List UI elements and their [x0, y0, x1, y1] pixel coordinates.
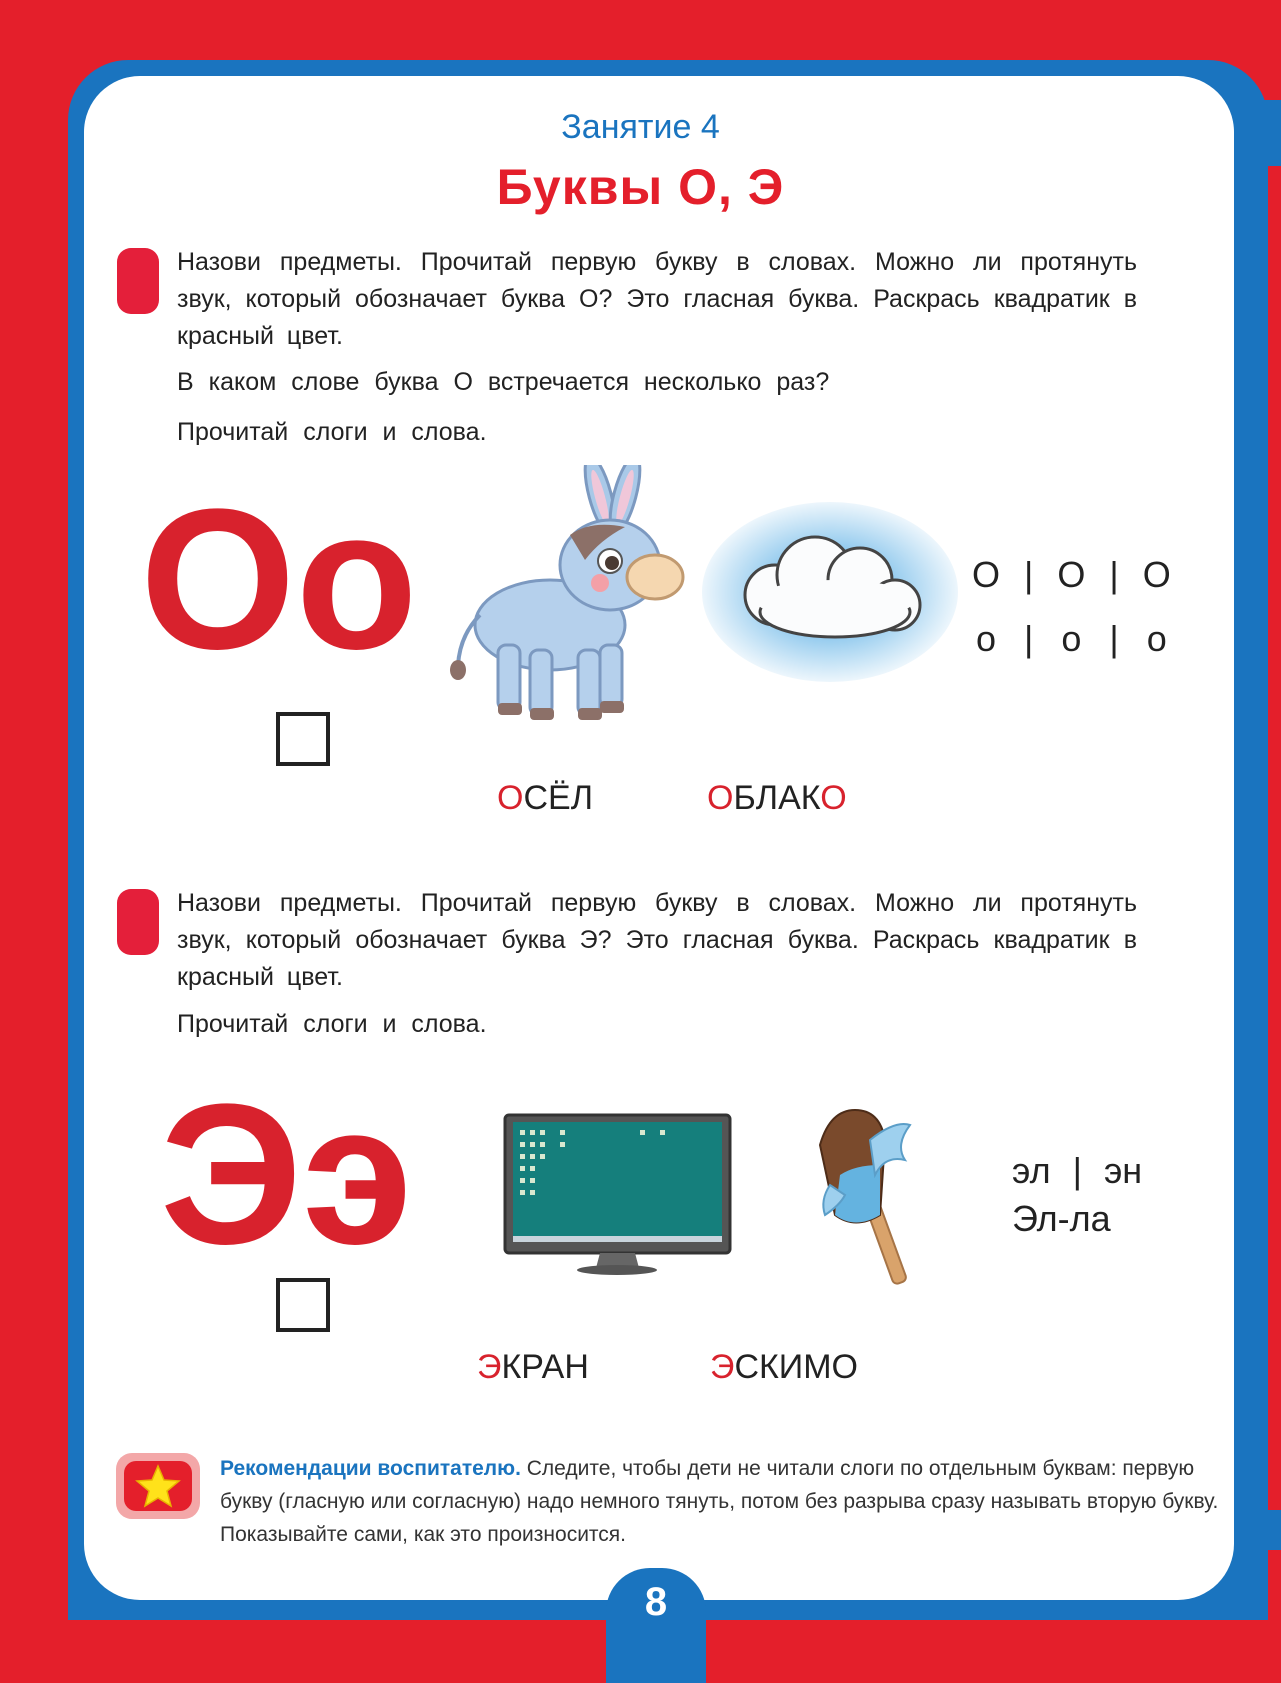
star-icon — [124, 1461, 192, 1511]
donkey-icon — [450, 465, 690, 730]
recommendation-text: Рекомендации воспитателю. Следите, чтобы дети не читали слоги по отдельным буквам: первую букву (гласную или согласную) надо немного тянуть, потом без разрыва сразу называть вторую букву. Показывайте сами, как это произносится. — [220, 1457, 1219, 1546]
task-marker — [117, 889, 159, 955]
monitor-icon — [500, 1110, 735, 1275]
word-ekran: ЭКРАН — [477, 1348, 589, 1386]
word-osel: ОСЁЛ — [497, 779, 594, 817]
syllables-ella: Эл-ла — [1012, 1198, 1111, 1239]
syllables-el-en: эл | эн — [1012, 1150, 1143, 1191]
syllables-upper-o: O | O | O — [972, 554, 1171, 595]
task1-question: В каком слове буква О встречается несколько раз? — [177, 368, 830, 396]
task2-instruction: Назови предметы. Прочитай первую букву в словах. Можно ли протянуть звук, который обозначает буква Э? Это гласная буква. Раскрась квадратик в красный цвет. — [177, 889, 1137, 991]
recommendation-badge — [116, 1453, 200, 1519]
color-checkbox[interactable] — [276, 712, 330, 766]
page-number: 8 — [644, 1580, 668, 1624]
word-eskimo: ЭСКИМО — [710, 1348, 859, 1386]
big-letter-e: Ээ — [160, 1063, 413, 1286]
color-checkbox[interactable] — [276, 1278, 330, 1332]
task2-read: Прочитай слоги и слова. — [177, 1010, 487, 1038]
ice-cream-icon — [810, 1105, 940, 1285]
task1-read: Прочитай слоги и слова. — [177, 418, 487, 446]
big-letter-o: Оо — [140, 468, 418, 691]
syllables-lower-o: o | o | o — [976, 618, 1167, 659]
frame-notch-bottom — [1234, 1510, 1281, 1550]
word-oblako: ОБЛАКО — [707, 779, 847, 817]
cloud-icon — [700, 500, 960, 685]
page-title: Буквы О, Э — [496, 159, 785, 215]
task-marker — [117, 248, 159, 314]
task1-instruction: Назови предметы. Прочитай первую букву в словах. Можно ли протянуть звук, который обозначает буква О? Это гласная буква. Раскрась квадратик в красный цвет. — [177, 248, 1137, 350]
lesson-label: Занятие 4 — [561, 108, 720, 146]
